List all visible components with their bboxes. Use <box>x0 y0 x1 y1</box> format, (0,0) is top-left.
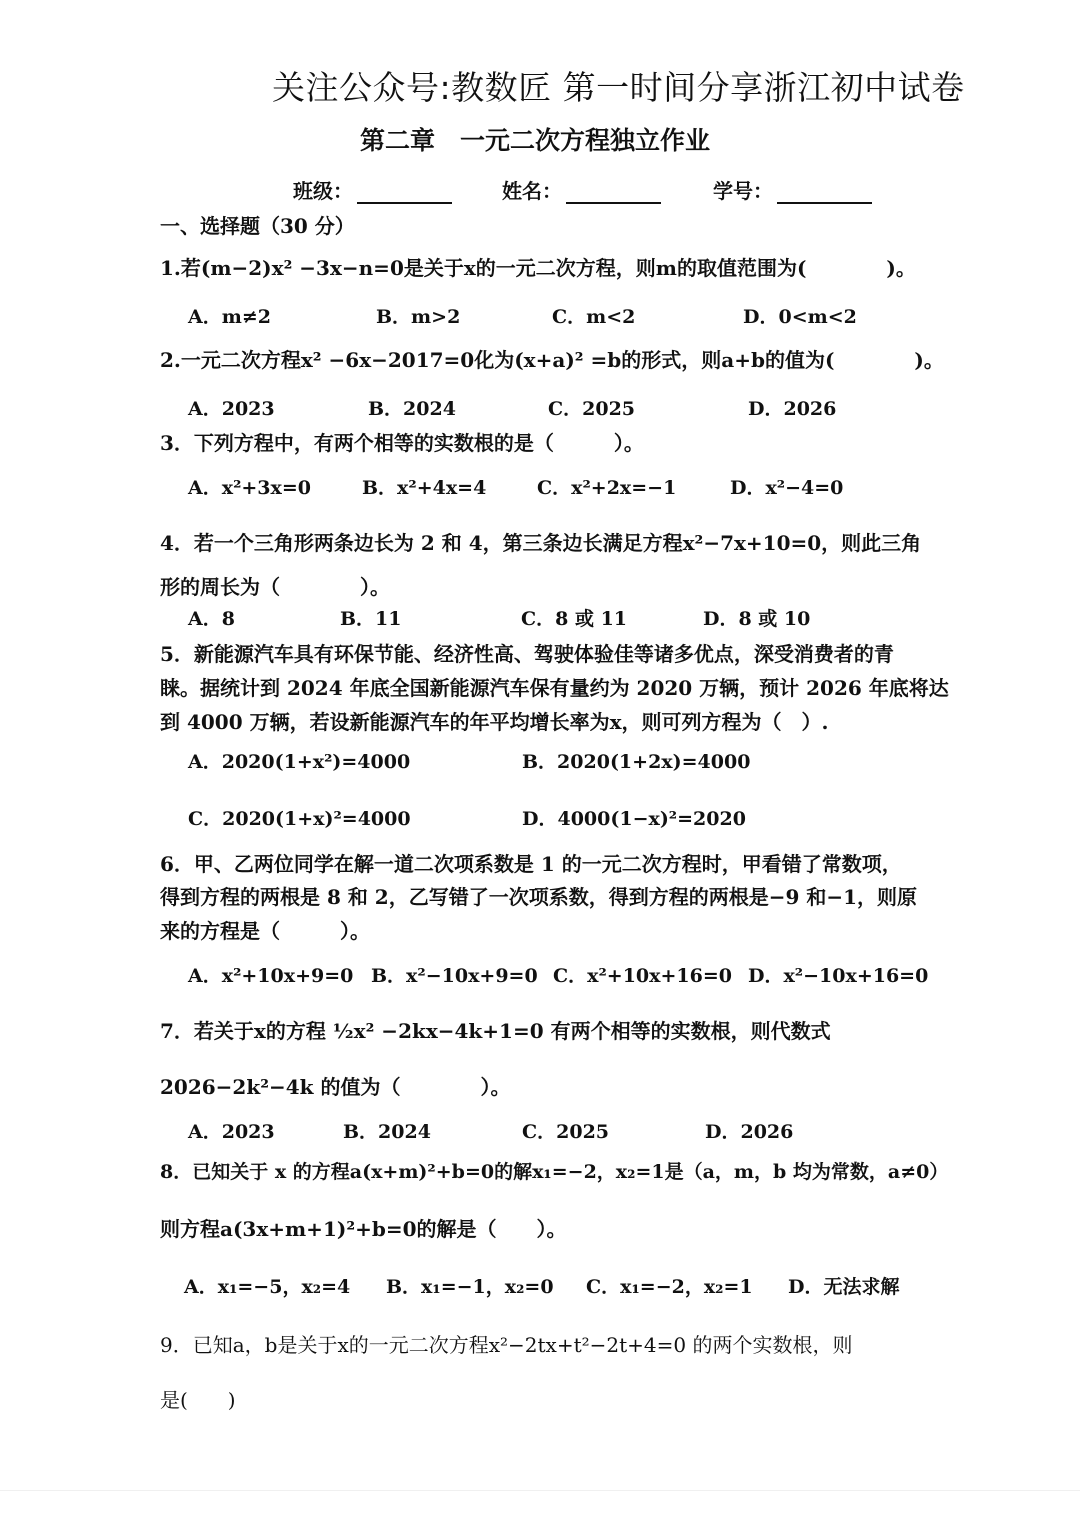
q5-line3: 到 4000 万辆，若设新能源汽车的年平均增长率为x，则可列方程为（ ）. <box>160 710 829 734</box>
q6-line1: 6．甲、乙两位同学在解一道二次项系数是 1 的一元二次方程时，甲看错了常数项， <box>160 852 902 876</box>
page-header: 关注公众号:教数匠 第一时间分享浙江初中试卷 <box>272 68 965 107</box>
q7-option-b: B．2024 <box>343 1121 431 1143</box>
name-blank <box>566 184 661 204</box>
q5-option-b: B．2020(1+2x)=4000 <box>522 751 751 773</box>
q3-option-d: D．x²−4=0 <box>730 477 844 499</box>
q2-option-a: A．2023 <box>188 398 275 420</box>
q4-option-c: C．8 或 11 <box>521 608 628 630</box>
q7-option-d: D．2026 <box>705 1121 794 1143</box>
id-blank <box>777 184 872 204</box>
q7-line2: 2026−2k²−4k 的值为（ ）。 <box>160 1075 511 1099</box>
q1-option-b: B．m>2 <box>376 306 461 328</box>
q9-line1: 9．已知a，b是关于x的一元二次方程x²−2tx+t²−2t+4=0 的两个实数根，则 <box>160 1333 853 1357</box>
q8-line2: 则方程a(3x+m+1)²+b=0的解是（ ）。 <box>160 1217 567 1241</box>
class-blank <box>357 184 452 204</box>
page-bottom-rule <box>0 1490 1080 1491</box>
section-heading: 一、选择题（30 分） <box>160 214 355 238</box>
q3-option-c: C．x²+2x=−1 <box>537 477 677 499</box>
q7-option-a: A．2023 <box>188 1121 275 1143</box>
q7-line1: 7．若关于x的方程 ½x² −2kx−4k+1=0 有两个相等的实数根，则代数式 <box>160 1019 831 1043</box>
q6-option-b: B．x²−10x+9=0 <box>371 965 538 987</box>
q5-option-a: A．2020(1+x²)=4000 <box>188 751 411 773</box>
q1-option-c: C．m<2 <box>552 306 636 328</box>
page-title: 第二章 一元二次方程独立作业 <box>360 126 711 155</box>
q3-option-b: B．x²+4x=4 <box>362 477 487 499</box>
q8-option-a: A．x₁=−5，x₂=4 <box>184 1276 351 1298</box>
q6-line3: 来的方程是（ ）。 <box>160 919 370 943</box>
q2-option-c: C．2025 <box>548 398 636 420</box>
name-label: 姓名： <box>502 179 562 203</box>
q8-option-d: D．无法求解 <box>788 1276 900 1298</box>
q5-line2: 睐。据统计到 2024 年底全国新能源汽车保有量约为 2020 万辆，预计 2026 年底将达 <box>160 676 949 700</box>
q2-option-b: B．2024 <box>368 398 456 420</box>
q4-line1: 4．若一个三角形两条边长为 2 和 4，第三条边长满足方程x²−7x+10=0，则此三角 <box>160 531 922 555</box>
q6-option-a: A．x²+10x+9=0 <box>188 965 354 987</box>
q8-option-b: B．x₁=−1，x₂=0 <box>386 1276 554 1298</box>
q1-option-a: A．m≠2 <box>188 306 271 328</box>
q7-option-c: C．2025 <box>522 1121 610 1143</box>
q3-option-a: A．x²+3x=0 <box>188 477 311 499</box>
q2-stem: 2.一元二次方程x² −6x−2017=0化为(x+a)² =b的形式，则a+b的值为( )。 <box>160 348 944 372</box>
q5-option-d: D．4000(1−x)²=2020 <box>522 808 746 830</box>
q9-line2: 是( ) <box>160 1388 236 1412</box>
q5-line1: 5．新能源汽车具有环保节能、经济性高、驾驶体验佳等诸多优点，深受消费者的青 <box>160 642 894 666</box>
q4-option-d: D．8 或 10 <box>703 608 811 630</box>
name-field <box>502 175 661 204</box>
q8-line1: 8．已知关于 x 的方程a(x+m)²+b=0的解x₁=−2，x₂=1是（a，m，b 均为常数，a≠0） <box>160 1161 949 1183</box>
class-field <box>293 175 452 204</box>
class-label: 班级： <box>293 179 353 203</box>
q6-option-c: C．x²+10x+16=0 <box>553 965 732 987</box>
q3-stem: 3．下列方程中，有两个相等的实数根的是（ ）。 <box>160 431 644 455</box>
q2-option-d: D．2026 <box>748 398 837 420</box>
q6-option-d: D．x²−10x+16=0 <box>748 965 929 987</box>
q4-option-b: B．11 <box>340 608 402 630</box>
q5-option-c: C．2020(1+x)²=4000 <box>188 808 411 830</box>
q1-stem: 1.若(m−2)x² −3x−n=0是关于x的一元二次方程，则m的取值范围为( )。 <box>160 256 916 280</box>
q8-option-c: C．x₁=−2，x₂=1 <box>586 1276 753 1298</box>
id-label: 学号： <box>713 179 773 203</box>
q1-option-d: D．0<m<2 <box>743 306 857 328</box>
q4-option-a: A．8 <box>188 608 235 630</box>
q4-line2: 形的周长为（ ）。 <box>160 575 390 599</box>
q6-line2: 得到方程的两根是 8 和 2，乙写错了一次项系数，得到方程的两根是−9 和−1，则原 <box>160 885 918 909</box>
id-field <box>713 175 872 204</box>
